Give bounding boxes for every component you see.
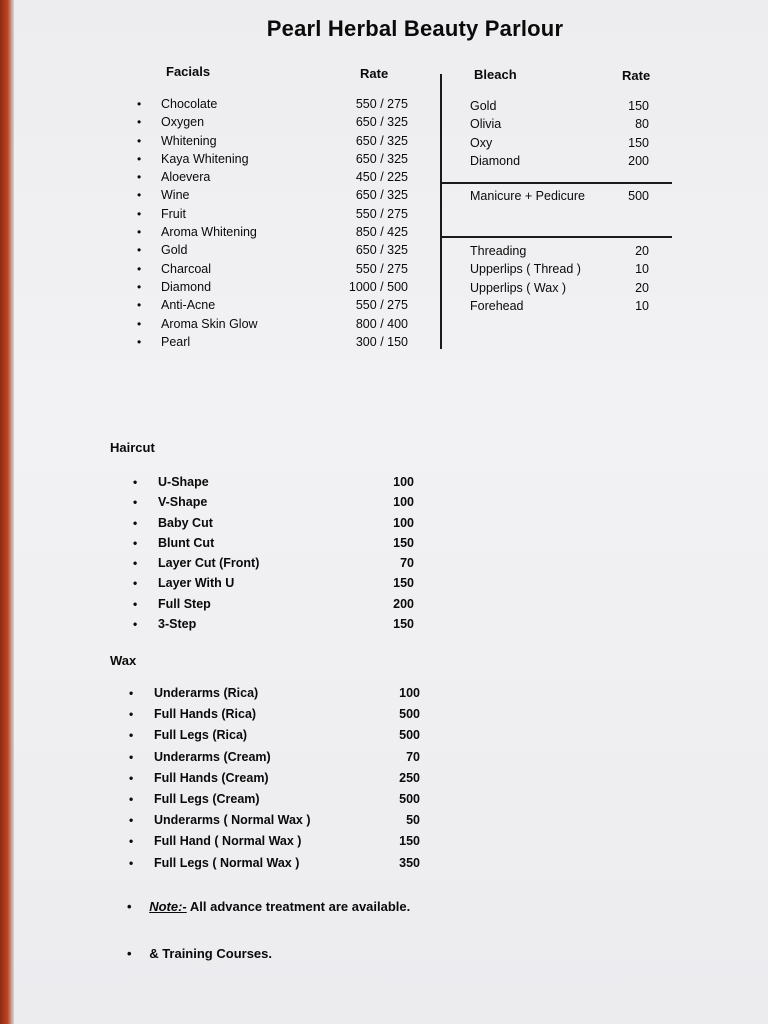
item-rate: 150	[393, 535, 414, 550]
item-name: Full Hands (Rica)	[154, 707, 257, 722]
bullet: •	[133, 515, 138, 530]
item-name: Forehead	[470, 298, 524, 313]
haircut-list	[133, 472, 418, 634]
bullet: •	[133, 475, 138, 489]
item-name: Upperlips ( Wax )	[470, 280, 567, 295]
item-rate: 150	[393, 617, 414, 632]
bullet: •	[137, 115, 142, 130]
item-rate: 800 / 400	[355, 316, 408, 331]
wax-list	[129, 683, 424, 874]
item-name: Full Legs ( Normal Wax )	[154, 855, 300, 870]
bullet: •	[129, 749, 134, 764]
note-line	[127, 899, 410, 914]
list-item	[129, 853, 424, 874]
item-rate: 150	[399, 834, 420, 849]
threading-list	[468, 242, 653, 315]
mani-pedi-row	[468, 187, 653, 205]
bullet: •	[137, 206, 142, 221]
list-item	[137, 315, 412, 333]
item-name: V-Shape	[158, 495, 208, 510]
item-name: Underarms (Rica)	[154, 686, 259, 700]
item-rate: 200	[393, 596, 414, 611]
list-item	[129, 725, 424, 746]
item-name: Layer With U	[158, 576, 235, 591]
list-item	[129, 789, 424, 810]
item-rate: 850 / 425	[355, 225, 408, 240]
bullet: •	[133, 596, 138, 611]
item-name: Chocolate	[161, 97, 218, 111]
item-name: Olivia	[470, 117, 502, 132]
item-name: Oxygen	[161, 115, 205, 130]
bullet: •	[129, 770, 134, 785]
item-name: Diamond	[161, 279, 212, 294]
item-name: Blunt Cut	[158, 535, 215, 550]
list-item	[468, 134, 653, 152]
item-rate: 650 / 325	[355, 115, 408, 130]
list-item	[468, 115, 653, 133]
list-item	[129, 810, 424, 831]
bullet: •	[137, 298, 142, 313]
item-name: Full Step	[158, 596, 211, 611]
bullet: •	[129, 855, 134, 870]
training-bullet: •	[127, 946, 132, 961]
item-name: Full Legs (Cream)	[154, 791, 260, 806]
list-item	[137, 150, 412, 168]
item-rate: 650 / 325	[355, 151, 408, 166]
list-item	[129, 704, 424, 725]
list-item	[133, 573, 418, 593]
bleach-heading: Bleach	[474, 67, 517, 82]
bullet: •	[133, 576, 138, 591]
bullet: •	[137, 133, 142, 148]
list-item	[133, 492, 418, 512]
list-item	[137, 223, 412, 241]
list-item	[137, 186, 412, 204]
facials-rate-heading: Rate	[360, 66, 389, 81]
item-rate: 650 / 325	[355, 243, 408, 258]
bullet: •	[137, 225, 142, 240]
list-item	[133, 614, 418, 634]
background-edge	[0, 0, 14, 1024]
bullet: •	[133, 556, 138, 571]
list-item	[468, 97, 653, 115]
item-name: Full Hands (Cream)	[154, 770, 269, 785]
list-item	[137, 113, 412, 131]
bullet: •	[129, 707, 134, 722]
list-item	[129, 747, 424, 768]
item-rate: 10	[635, 262, 649, 277]
list-item	[137, 241, 412, 259]
bullet: •	[129, 791, 134, 806]
bullet: •	[137, 261, 142, 276]
bullet: •	[137, 151, 142, 166]
item-rate: 20	[635, 280, 649, 295]
section-divider-1	[440, 182, 672, 184]
bleach-list	[468, 97, 653, 170]
bullet: •	[137, 97, 142, 111]
list-item	[129, 768, 424, 789]
item-rate: 250	[399, 770, 420, 785]
bullet: •	[133, 535, 138, 550]
item-rate: 500	[399, 707, 420, 722]
item-rate: 300 / 150	[355, 334, 408, 349]
item-rate: 100	[399, 686, 420, 700]
item-rate: 100	[393, 475, 414, 489]
bullet: •	[137, 316, 142, 331]
list-item	[133, 472, 418, 492]
item-name: Gold	[470, 99, 497, 113]
item-rate: 500	[399, 791, 420, 806]
list-item	[133, 594, 418, 614]
item-name: Underarms (Cream)	[154, 749, 271, 764]
list-item	[137, 132, 412, 150]
mani-pedi-rate: 500	[628, 189, 649, 203]
facials-list	[137, 95, 412, 351]
item-rate: 100	[393, 515, 414, 530]
item-rate: 200	[628, 153, 649, 168]
bullet: •	[137, 188, 142, 203]
page-title: Pearl Herbal Beauty Parlour	[266, 16, 564, 41]
list-item	[137, 296, 412, 314]
note-label: Note:-	[149, 899, 187, 914]
item-rate: 1000 / 500	[348, 279, 408, 294]
bullet: •	[129, 686, 134, 700]
item-rate: 550 / 275	[355, 298, 408, 313]
item-rate: 350	[399, 855, 420, 870]
list-item	[468, 260, 653, 278]
list-item	[468, 242, 653, 260]
item-name: Fruit	[161, 206, 186, 221]
bullet: •	[137, 170, 142, 185]
item-rate: 70	[406, 749, 420, 764]
list-item	[129, 831, 424, 852]
bullet: •	[129, 728, 134, 743]
list-item	[137, 333, 412, 351]
wax-heading: Wax	[110, 653, 137, 668]
bullet: •	[133, 617, 138, 632]
item-name: Wine	[161, 188, 190, 203]
item-rate: 550 / 275	[355, 97, 408, 111]
item-rate: 500	[399, 728, 420, 743]
facials-heading: Facials	[166, 64, 211, 79]
haircut-heading: Haircut	[110, 440, 155, 455]
item-rate: 10	[635, 298, 649, 313]
item-rate: 100	[393, 495, 414, 510]
item-rate: 150	[628, 99, 649, 113]
item-rate: 550 / 275	[355, 206, 408, 221]
section-divider-2	[440, 236, 672, 238]
item-name: Aroma Skin Glow	[161, 316, 258, 331]
list-item	[137, 205, 412, 223]
item-name: Aloevera	[161, 170, 211, 185]
list-item	[133, 553, 418, 573]
item-name: Whitening	[161, 133, 217, 148]
item-name: Full Hand ( Normal Wax )	[154, 834, 302, 849]
item-rate: 70	[400, 556, 414, 571]
list-item	[137, 260, 412, 278]
item-name: Layer Cut (Front)	[158, 556, 260, 571]
list-item	[468, 152, 653, 170]
item-name: Full Legs (Rica)	[154, 728, 248, 743]
item-name: Gold	[161, 243, 188, 258]
item-name: Oxy	[470, 135, 493, 150]
bullet: •	[129, 834, 134, 849]
mani-pedi-name: Manicure + Pedicure	[470, 189, 585, 203]
note-bullet: •	[127, 899, 132, 914]
item-name: 3-Step	[158, 617, 197, 632]
list-item	[137, 278, 412, 296]
item-name: Underarms ( Normal Wax )	[154, 813, 311, 828]
column-divider	[440, 74, 442, 349]
list-item	[468, 297, 653, 315]
item-name: Baby Cut	[158, 515, 213, 530]
bleach-rate-heading: Rate	[622, 68, 651, 83]
item-rate: 550 / 275	[355, 261, 408, 276]
bullet: •	[137, 334, 142, 349]
training-text: & Training Courses.	[149, 946, 272, 961]
item-rate: 20	[635, 244, 649, 258]
list-item	[137, 168, 412, 186]
item-rate: 450 / 225	[355, 170, 408, 185]
item-name: Threading	[470, 244, 527, 258]
list-item	[468, 279, 653, 297]
item-rate: 80	[635, 117, 649, 132]
bullet: •	[137, 243, 142, 258]
item-name: Anti-Acne	[161, 298, 216, 313]
training-line	[127, 946, 272, 961]
item-name: Pearl	[161, 334, 191, 349]
item-name: Diamond	[470, 153, 521, 168]
item-name: Kaya Whitening	[161, 151, 249, 166]
bullet: •	[137, 279, 142, 294]
item-name: Charcoal	[161, 261, 212, 276]
bullet: •	[129, 813, 134, 828]
bullet: •	[133, 495, 138, 510]
list-item	[137, 95, 412, 113]
item-rate: 650 / 325	[355, 188, 408, 203]
item-name: Aroma Whitening	[161, 225, 257, 240]
item-rate: 650 / 325	[355, 133, 408, 148]
item-name: U-Shape	[158, 475, 209, 489]
item-rate: 150	[628, 135, 649, 150]
item-rate: 50	[406, 813, 420, 828]
list-item	[129, 683, 424, 704]
list-item	[133, 513, 418, 533]
item-rate: 150	[393, 576, 414, 591]
item-name: Upperlips ( Thread )	[470, 262, 581, 277]
note-text: All advance treatment are available.	[189, 899, 411, 914]
list-item	[133, 533, 418, 553]
